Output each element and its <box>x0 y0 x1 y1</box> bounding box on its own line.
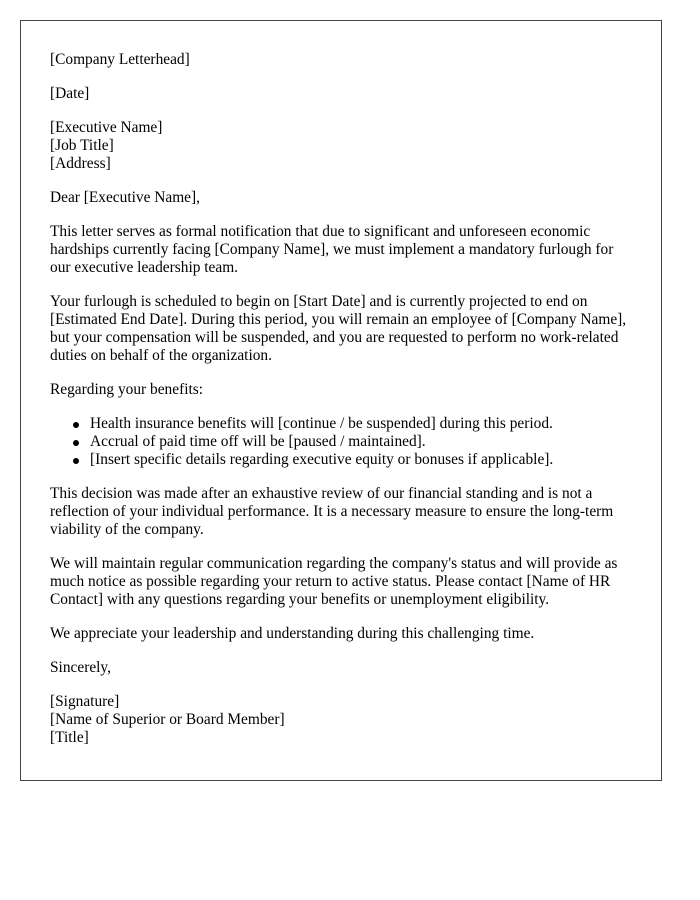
benefit-item <box>90 433 661 451</box>
benefit-text: [Insert specific details regarding executive equity or bonuses if applicable]. <box>90 451 554 468</box>
benefit-item <box>90 415 661 433</box>
signer-name: [Name of Superior or Board Member] <box>50 711 285 728</box>
benefit-text: Health insurance benefits will [continue / be suspended] during this period. <box>90 415 553 432</box>
bullet-icon <box>73 440 79 446</box>
paragraph-notification: This letter serves as formal notification that due to significant and unforeseen economic hardships currently facing [Company Name], we must implement a mandatory furlough for our executive leadership team. <box>50 223 614 276</box>
salutation: Dear [Executive Name], <box>50 189 200 206</box>
benefit-item <box>90 451 661 469</box>
letter-page <box>20 20 662 781</box>
closing: Sincerely, <box>50 659 111 676</box>
recipient-address: [Address] <box>50 155 111 172</box>
signature-line: [Signature] <box>50 693 120 710</box>
benefit-text: Accrual of paid time off will be [paused / maintained]. <box>90 433 426 450</box>
signer-title: [Title] <box>50 729 89 746</box>
company-letterhead: [Company Letterhead] <box>50 51 190 68</box>
bullet-icon <box>73 422 79 428</box>
letter-date: [Date] <box>50 85 90 102</box>
benefits-list <box>50 415 661 469</box>
signature-block <box>50 693 661 747</box>
recipient-name: [Executive Name] <box>50 119 163 136</box>
recipient-block <box>50 119 661 173</box>
bullet-icon <box>73 458 79 464</box>
recipient-job-title: [Job Title] <box>50 137 114 154</box>
paragraph-furlough-period: Your furlough is scheduled to begin on [Start Date] and is currently projected to end on [Estimated End Date]. During this period, you will remain an employee of [Company Name], but your compensation will be suspended, and you are requested to perform no work-related duties on behalf of the organization. <box>50 293 627 364</box>
benefits-intro: Regarding your benefits: <box>50 381 204 398</box>
paragraph-communication: We will maintain regular communication regarding the company's status and will provide as much notice as possible regarding your return to active status. Please contact [Name of HR Contact] with any questions regarding your benefits or unemployment eligibility. <box>50 555 618 608</box>
paragraph-appreciation: We appreciate your leadership and understanding during this challenging time. <box>50 625 535 642</box>
paragraph-decision: This decision was made after an exhaustive review of our financial standing and is not a reflection of your individual performance. It is a necessary measure to ensure the long-term viability of the company. <box>50 485 614 538</box>
